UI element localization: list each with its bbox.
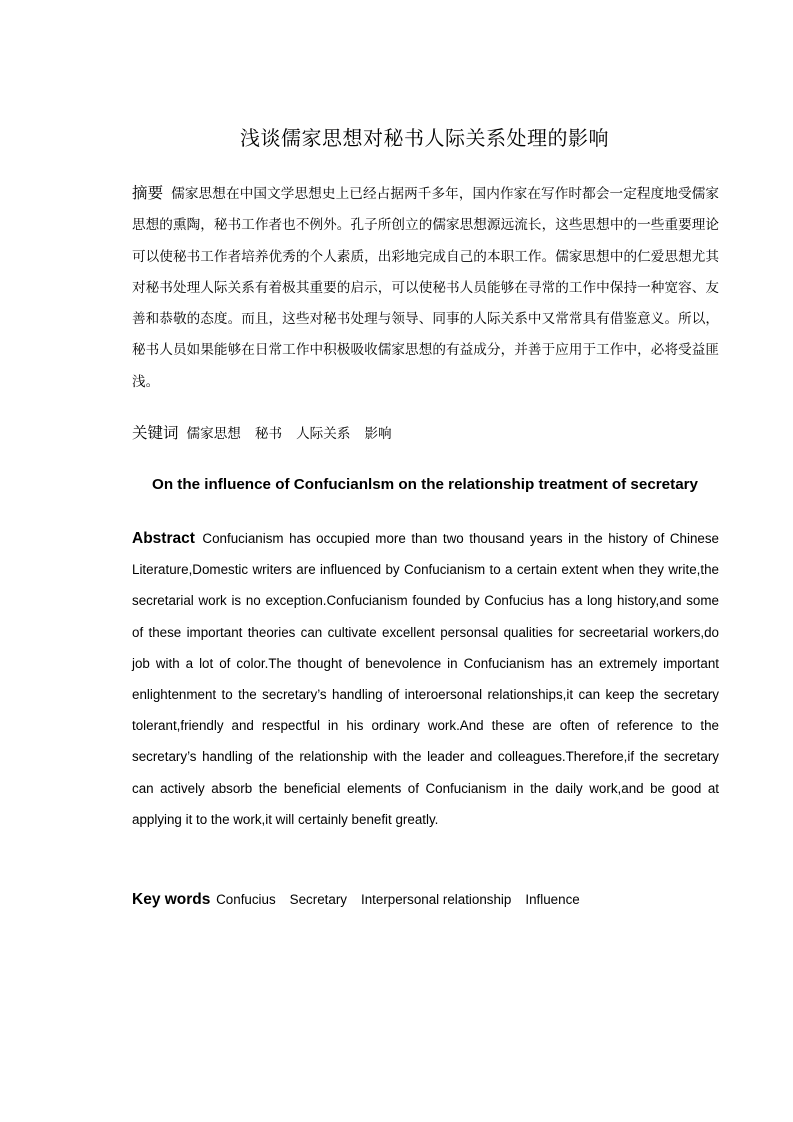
english-keywords-label: Key words <box>132 891 211 908</box>
chinese-abstract <box>132 178 719 398</box>
english-keyword: Secretary <box>289 892 347 907</box>
english-keywords <box>132 887 719 913</box>
chinese-abstract-text: 儒家思想在中国文学思想史上已经占据两千多年，国内作家在写作时都会一定程度地受儒家思想的熏陶，秘书工作者也不例外。孔子所创立的儒家思想源远流长，这些思想中的一些重要理论可以使秘书工作者培养优秀的个人素质，出彩地完成自己的本职工作。儒家思想中的仁爱思想尤其对秘书处理人际关系有着极其重要的启示，可以使秘书人员能够在寻常的工作中保持一种宽容、友善和恭敬的态度。而且，这些对秘书处理与领导、同事的人际关系中又常常具有借鉴意义。所以，秘书人员如果能够在日常工作中积极吸收儒家思想的有益成分，并善于应用于工作中，必将受益匪浅。 <box>132 186 719 390</box>
english-abstract <box>132 523 719 835</box>
chinese-title: 浅谈儒家思想对秘书人际关系处理的影响 <box>240 126 609 150</box>
chinese-keyword: 影响 <box>364 426 392 442</box>
chinese-abstract-label: 摘要 <box>132 184 164 202</box>
chinese-keyword: 人际关系 <box>296 426 351 442</box>
english-abstract-label: Abstract <box>132 530 195 547</box>
english-keyword: Interpersonal relationship <box>360 892 512 907</box>
chinese-keywords-label: 关键词 <box>132 424 179 442</box>
english-abstract-text: Confucianism has occupied more than two thousand years in the history of Chinese Literature,Domestic writers are influenced by Confucianism to a certain extent when they write,the secretarial work is no exception.Confucianism founded by Confucius has a long history,and some of these important theories can cultivate excellent personsal qualities for secreetarial workers,do job with a lot of color.The thought of benevolence in Confucianism has an extremely important enlightenment to the secretary’s handling of interoersonal relationships,it can keep the secretary tolerant,friendly and respectful in his ordinary work.And these are often of reference to the secretary’s handling of the relationship with the leader and colleagues.Therefore,if the secretary can actively absorb the beneficial elements of Confucianism in the daily work,and be good at applying it to the work,it will certainly benefit greatly. <box>132 531 719 827</box>
english-keyword: Influence <box>525 892 580 907</box>
chinese-keyword: 儒家思想 <box>186 426 241 442</box>
english-keyword: Confucius <box>216 892 276 907</box>
chinese-keyword: 秘书 <box>254 426 283 442</box>
english-title: On the influence of Confucianlsm on the relationship treatment of secretary <box>152 476 698 493</box>
chinese-keywords <box>132 420 719 447</box>
